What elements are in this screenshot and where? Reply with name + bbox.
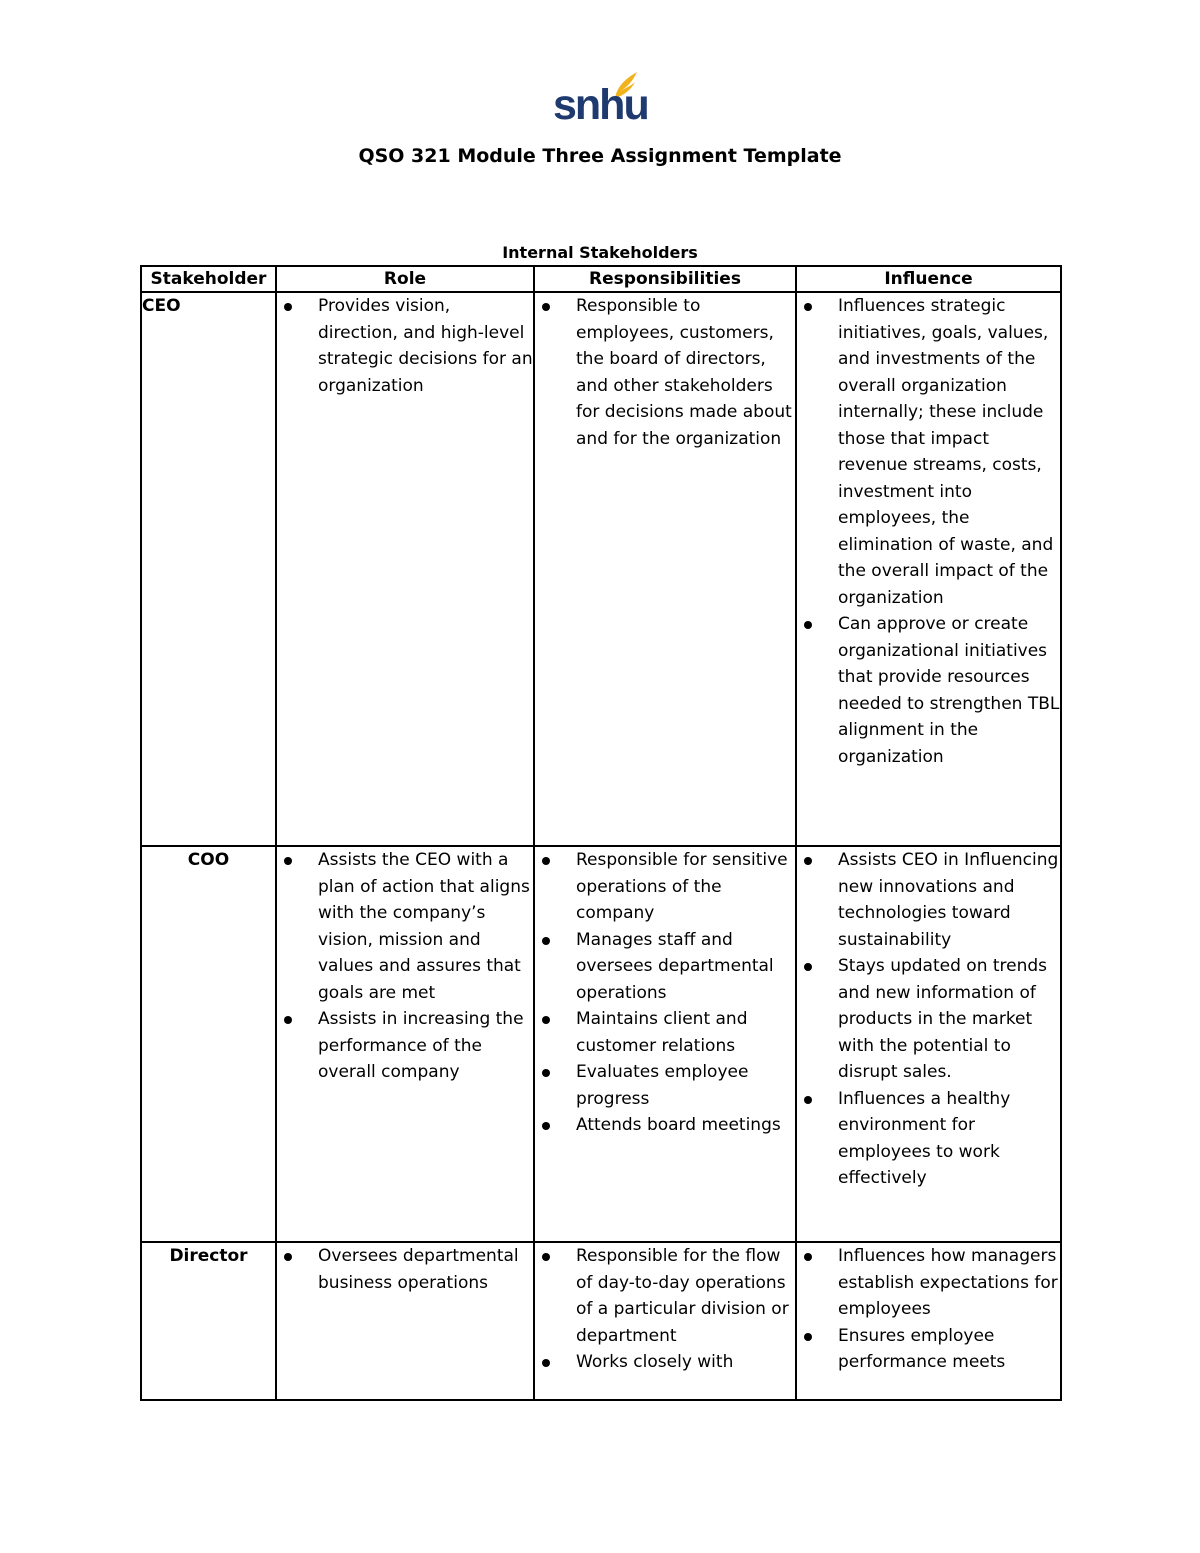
influence-cell xyxy=(796,1242,1061,1400)
responsibilities-cell xyxy=(534,1242,796,1400)
bullet-icon xyxy=(542,1359,550,1367)
bullet-icon xyxy=(804,1253,812,1261)
influence-cell xyxy=(796,846,1061,1242)
header-role: Role xyxy=(276,266,534,292)
internal-stakeholders-table xyxy=(140,265,1062,1401)
influence-list xyxy=(797,847,1060,1192)
list-item: Provides vision, direction, and high-level strategic decisions for an organization xyxy=(277,293,533,399)
bullet-icon xyxy=(804,1096,812,1104)
table-row-director xyxy=(141,1242,1061,1400)
list-item: Assists in increasing the performance of the overall company xyxy=(277,1006,533,1086)
logo-wordmark: snhu xyxy=(553,81,648,129)
influence-cell xyxy=(796,292,1061,846)
role-cell xyxy=(276,1242,534,1400)
responsibilities-list xyxy=(535,293,795,452)
bullet-icon xyxy=(804,857,812,865)
list-item: Responsible for the flow of day-to-day operations of a particular division or department xyxy=(535,1243,795,1349)
list-item: Attends board meetings xyxy=(535,1112,795,1139)
stakeholder-cell: Director xyxy=(141,1242,276,1400)
table-caption: Internal Stakeholders xyxy=(502,243,698,262)
list-item: Assists the CEO with a plan of action that aligns with the company’s vision, mission and values and assures that goals are met xyxy=(277,847,533,1006)
list-item: Maintains client and customer relations xyxy=(535,1006,795,1059)
responsibilities-list xyxy=(535,1243,795,1376)
bullet-icon xyxy=(804,621,812,629)
role-list xyxy=(277,1243,533,1296)
list-item: Assists CEO in Influencing new innovations and technologies toward sustainability xyxy=(797,847,1060,953)
list-item: Influences how managers establish expectations for employees xyxy=(797,1243,1060,1323)
list-item: Responsible for sensitive operations of the company xyxy=(535,847,795,927)
responsibilities-cell xyxy=(534,292,796,846)
cell-clip xyxy=(535,1243,795,1397)
bullet-icon xyxy=(542,937,550,945)
bullet-icon xyxy=(542,303,550,311)
bullet-icon xyxy=(542,1069,550,1077)
stakeholder-cell: COO xyxy=(141,846,276,1242)
bullet-icon xyxy=(284,303,292,311)
bullet-icon xyxy=(284,857,292,865)
bullet-icon xyxy=(542,857,550,865)
header-responsibilities: Responsibilities xyxy=(534,266,796,292)
header-influence: Influence xyxy=(796,266,1061,292)
list-item: Oversees departmental business operations xyxy=(277,1243,533,1296)
list-item: Can approve or create organizational initiatives that provide resources needed to strengthen TBL alignment in the organization xyxy=(797,611,1060,770)
list-item: Works closely with xyxy=(535,1349,795,1376)
role-list xyxy=(277,847,533,1086)
stakeholder-cell: CEO xyxy=(141,292,276,846)
snhu-logo xyxy=(553,70,648,134)
bullet-icon xyxy=(542,1016,550,1024)
bullet-icon xyxy=(542,1253,550,1261)
list-item: Influences strategic initiatives, goals, values, and investments of the overall organization internally; these include those that impact revenue streams, costs, investment into employees, the elimination of waste, and the overall impact of the organization xyxy=(797,293,1060,611)
responsibilities-cell xyxy=(534,846,796,1242)
bullet-icon xyxy=(542,1122,550,1130)
list-item: Manages staff and oversees departmental operations xyxy=(535,927,795,1007)
header-stakeholder: Stakeholder xyxy=(141,266,276,292)
bullet-icon xyxy=(804,303,812,311)
list-item: Responsible to employees, customers, the board of directors, and other stakeholders for decisions made about and for the organization xyxy=(535,293,795,452)
influence-list xyxy=(797,293,1060,770)
list-item: Stays updated on trends and new information of products in the market with the potential to disrupt sales. xyxy=(797,953,1060,1086)
table-header-row xyxy=(141,266,1061,292)
list-item: Influences a healthy environment for employees to work effectively xyxy=(797,1086,1060,1192)
bullet-icon xyxy=(284,1016,292,1024)
cell-clip xyxy=(277,1243,533,1397)
role-cell xyxy=(276,846,534,1242)
bullet-icon xyxy=(284,1253,292,1261)
document-title: QSO 321 Module Three Assignment Template xyxy=(358,145,842,167)
responsibilities-list xyxy=(535,847,795,1139)
cell-clip xyxy=(797,1243,1060,1397)
role-cell xyxy=(276,292,534,846)
bullet-icon xyxy=(804,963,812,971)
role-list xyxy=(277,293,533,399)
list-item: Evaluates employee progress xyxy=(535,1059,795,1112)
bullet-icon xyxy=(804,1333,812,1341)
influence-list xyxy=(797,1243,1060,1376)
list-item: Ensures employee performance meets xyxy=(797,1323,1060,1376)
table-row-ceo xyxy=(141,292,1061,846)
table-row-coo xyxy=(141,846,1061,1242)
